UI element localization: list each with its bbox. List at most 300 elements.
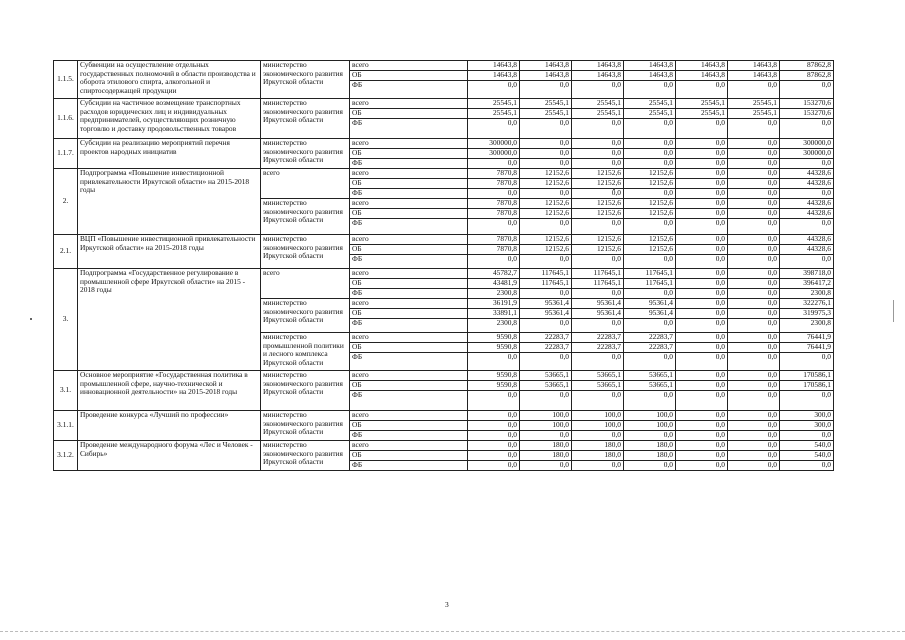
amount-cell: 36191,9	[468, 299, 520, 309]
scan-dot	[613, 188, 615, 190]
amount-cell: 396417,2	[780, 279, 834, 289]
funding-source: ОБ	[350, 279, 468, 289]
measure-name: Субсидии на реализацию мероприятий перечня проектов народных инициатив	[78, 139, 261, 169]
funding-source: ФБ	[350, 431, 468, 441]
amount-cell: 0,0	[624, 219, 676, 235]
funding-source: всего	[350, 61, 468, 71]
amount-cell: 14643,8	[728, 71, 780, 81]
amount-cell: 0,0	[520, 431, 572, 441]
amount-cell: 7870,8	[468, 235, 520, 245]
amount-cell: 0,0	[676, 255, 728, 269]
funding-source: ОБ	[350, 109, 468, 119]
amount-cell: 0,0	[676, 139, 728, 149]
amount-cell: 76441,9	[780, 343, 834, 353]
amount-cell: 0,0	[676, 219, 728, 235]
funding-source: ОБ	[350, 309, 468, 319]
amount-cell: 300000,0	[468, 149, 520, 159]
amount-cell: 0,0	[780, 81, 834, 99]
amount-cell: 9590,8	[468, 371, 520, 381]
amount-cell: 0,0	[676, 343, 728, 353]
amount-cell: 0,0	[520, 159, 572, 169]
funding-source: ФБ	[350, 353, 468, 371]
amount-cell: 0,0	[780, 431, 834, 441]
amount-cell: 22283,7	[624, 333, 676, 343]
amount-cell: 0,0	[468, 391, 520, 411]
row-index: 1.1.7.	[54, 139, 78, 169]
funding-source: ОБ	[350, 451, 468, 461]
amount-cell: 0,0	[780, 119, 834, 139]
amount-cell: 0,0	[572, 81, 624, 99]
amount-cell: 95361,4	[624, 299, 676, 309]
amount-cell: 0,0	[676, 381, 728, 391]
measure-name: ВЦП «Повышение инвестиционной привлекательности Иркутской области» на 2015-2018 годы	[78, 235, 261, 269]
amount-cell: 22283,7	[624, 343, 676, 353]
amount-cell: 0,0	[728, 179, 780, 189]
amount-cell: 12152,6	[572, 209, 624, 219]
amount-cell: 0,0	[572, 119, 624, 139]
funding-source: всего	[350, 371, 468, 381]
funding-table	[53, 60, 834, 471]
amount-cell: 2300,8	[780, 289, 834, 299]
amount-cell: 100,0	[572, 411, 624, 421]
amount-cell: 0,0	[520, 391, 572, 411]
amount-cell: 0,0	[676, 333, 728, 343]
executor: министерство экономического развития Иркутской области	[261, 411, 350, 441]
amount-cell: 0,0	[676, 209, 728, 219]
measure-name: Проведение международного форума «Лес и Человек - Сибирь»	[78, 441, 261, 471]
funding-source: ОБ	[350, 209, 468, 219]
executor: министерство экономического развития Иркутской области	[261, 441, 350, 471]
amount-cell: 25545,1	[624, 99, 676, 109]
amount-cell: 0,0	[780, 461, 834, 471]
amount-cell: 12152,6	[572, 235, 624, 245]
table-row	[54, 269, 834, 279]
amount-cell: 2300,8	[780, 319, 834, 333]
amount-cell: 100,0	[520, 411, 572, 421]
funding-source: ОБ	[350, 245, 468, 255]
amount-cell: 0,0	[572, 289, 624, 299]
amount-cell: 117645,1	[624, 269, 676, 279]
amount-cell: 14643,8	[468, 61, 520, 71]
amount-cell: 0,0	[520, 461, 572, 471]
amount-cell: 322276,1	[780, 299, 834, 309]
funding-source: всего	[350, 169, 468, 179]
amount-cell: 25545,1	[728, 99, 780, 109]
amount-cell: 117645,1	[520, 279, 572, 289]
amount-cell: 300000,0	[780, 139, 834, 149]
amount-cell: 0,0	[780, 391, 834, 411]
amount-cell: 153270,6	[780, 109, 834, 119]
measure-name: Основное мероприятие «Государственная политика в промышленной сфере, научно-технической и инновационной деятельности» на 2015-2018 годы	[78, 371, 261, 411]
amount-cell: 0,0	[728, 381, 780, 391]
amount-cell: 540,0	[780, 451, 834, 461]
amount-cell: 170586,1	[780, 371, 834, 381]
amount-cell: 0,0	[728, 441, 780, 451]
measure-name: Подпрограмма «Повышение инвестиционной привлекательности Иркутской области» на 2015-2018 годы	[78, 169, 261, 235]
amount-cell: 0,0	[728, 199, 780, 209]
amount-cell: 44328,6	[780, 179, 834, 189]
amount-cell: 0,0	[728, 371, 780, 381]
amount-cell: 0,0	[728, 219, 780, 235]
row-index: 1.1.5.	[54, 61, 78, 99]
amount-cell: 180,0	[624, 451, 676, 461]
amount-cell: 0,0	[624, 149, 676, 159]
amount-cell: 14643,8	[676, 61, 728, 71]
amount-cell: 0,0	[520, 81, 572, 99]
amount-cell: 0,0	[572, 319, 624, 333]
measure-name: Подпрограмма «Государственное регулирование в промышленной сфере Иркутской области» на 2015 - 2018 годы	[78, 269, 261, 371]
amount-cell: 0,0	[728, 189, 780, 199]
amount-cell: 0,0	[520, 119, 572, 139]
amount-cell: 0,0	[728, 81, 780, 99]
executor: министерство экономического развития Иркутской области	[261, 199, 350, 235]
amount-cell: 0,0	[468, 189, 520, 199]
amount-cell: 44328,6	[780, 245, 834, 255]
amount-cell: 25545,1	[676, 109, 728, 119]
amount-cell: 398718,0	[780, 269, 834, 279]
amount-cell: 95361,4	[624, 309, 676, 319]
amount-cell: 9590,8	[468, 381, 520, 391]
funding-source: всего	[350, 441, 468, 451]
amount-cell: 53665,1	[624, 381, 676, 391]
amount-cell: 0,0	[676, 149, 728, 159]
amount-cell: 117645,1	[572, 279, 624, 289]
amount-cell: 0,0	[676, 119, 728, 139]
amount-cell: 180,0	[572, 441, 624, 451]
row-index: 2.1.	[54, 235, 78, 269]
amount-cell: 0,0	[780, 189, 834, 199]
amount-cell: 12152,6	[520, 235, 572, 245]
amount-cell: 0,0	[572, 461, 624, 471]
amount-cell: 0,0	[676, 81, 728, 99]
amount-cell: 0,0	[728, 269, 780, 279]
amount-cell: 22283,7	[572, 343, 624, 353]
amount-cell: 0,0	[676, 319, 728, 333]
funding-source: ФБ	[350, 159, 468, 169]
amount-cell: 12152,6	[520, 245, 572, 255]
funding-source: ОБ	[350, 149, 468, 159]
amount-cell: 0,0	[572, 139, 624, 149]
amount-cell: 12152,6	[624, 209, 676, 219]
amount-cell: 0,0	[728, 319, 780, 333]
amount-cell: 95361,4	[572, 299, 624, 309]
amount-cell: 0,0	[728, 279, 780, 289]
amount-cell: 12152,6	[520, 199, 572, 209]
funding-source: ФБ	[350, 189, 468, 199]
amount-cell: 0,0	[728, 209, 780, 219]
amount-cell: 0,0	[676, 289, 728, 299]
amount-cell: 0,0	[676, 299, 728, 309]
amount-cell: 25545,1	[728, 109, 780, 119]
amount-cell: 9590,8	[468, 333, 520, 343]
table-row	[54, 61, 834, 71]
funding-source: ФБ	[350, 255, 468, 269]
funding-source: ФБ	[350, 219, 468, 235]
amount-cell: 0,0	[572, 431, 624, 441]
amount-cell: 12152,6	[572, 169, 624, 179]
amount-cell: 0,0	[676, 371, 728, 381]
amount-cell: 180,0	[520, 441, 572, 451]
amount-cell: 12152,6	[572, 199, 624, 209]
amount-cell: 0,0	[728, 411, 780, 421]
amount-cell: 0,0	[468, 119, 520, 139]
amount-cell: 0,0	[728, 159, 780, 169]
amount-cell: 14643,8	[520, 61, 572, 71]
amount-cell: 100,0	[624, 421, 676, 431]
funding-source: ОБ	[350, 179, 468, 189]
amount-cell: 300000,0	[780, 149, 834, 159]
amount-cell: 300,0	[780, 411, 834, 421]
table-row	[54, 371, 834, 381]
amount-cell: 7870,8	[468, 209, 520, 219]
funding-source: всего	[350, 333, 468, 343]
amount-cell: 25545,1	[468, 109, 520, 119]
amount-cell: 12152,6	[624, 169, 676, 179]
amount-cell: 76441,9	[780, 333, 834, 343]
funding-source: всего	[350, 299, 468, 309]
amount-cell: 0,0	[468, 159, 520, 169]
amount-cell: 7870,8	[468, 169, 520, 179]
funding-source: всего	[350, 269, 468, 279]
amount-cell: 0,0	[468, 421, 520, 431]
amount-cell: 0,0	[728, 451, 780, 461]
amount-cell: 0,0	[624, 255, 676, 269]
amount-cell: 0,0	[572, 219, 624, 235]
amount-cell: 0,0	[520, 189, 572, 199]
amount-cell: 0,0	[520, 289, 572, 299]
amount-cell: 117645,1	[572, 269, 624, 279]
amount-cell: 0,0	[624, 119, 676, 139]
amount-cell: 0,0	[676, 431, 728, 441]
row-index: 3.1.	[54, 371, 78, 411]
amount-cell: 0,0	[520, 139, 572, 149]
amount-cell: 0,0	[572, 391, 624, 411]
amount-cell: 25545,1	[520, 99, 572, 109]
amount-cell: 0,0	[468, 431, 520, 441]
amount-cell: 12152,6	[520, 179, 572, 189]
amount-cell: 0,0	[728, 235, 780, 245]
executor: всего	[261, 269, 350, 299]
amount-cell: 0,0	[676, 235, 728, 245]
scan-dot	[30, 318, 32, 320]
amount-cell: 9590,8	[468, 343, 520, 353]
table-row	[54, 411, 834, 421]
amount-cell: 14643,8	[572, 61, 624, 71]
executor: министерство промышленной политики и лесного комплекса Иркутской области	[261, 333, 350, 371]
amount-cell: 14643,8	[624, 61, 676, 71]
amount-cell: 12152,6	[624, 235, 676, 245]
amount-cell: 0,0	[780, 255, 834, 269]
amount-cell: 12152,6	[520, 169, 572, 179]
scan-bottom-line	[0, 631, 905, 633]
amount-cell: 0,0	[624, 391, 676, 411]
executor: министерство экономического развития Иркутской области	[261, 235, 350, 269]
amount-cell: 0,0	[624, 431, 676, 441]
funding-source: ОБ	[350, 381, 468, 391]
amount-cell: 0,0	[468, 255, 520, 269]
funding-source: ОБ	[350, 343, 468, 353]
amount-cell: 53665,1	[520, 371, 572, 381]
table-row	[54, 169, 834, 179]
amount-cell: 540,0	[780, 441, 834, 451]
amount-cell: 45782,7	[468, 269, 520, 279]
executor: министерство экономического развития Иркутской области	[261, 299, 350, 333]
amount-cell: 95361,4	[572, 309, 624, 319]
amount-cell: 0,0	[676, 279, 728, 289]
amount-cell: 33891,1	[468, 309, 520, 319]
amount-cell: 87862,8	[780, 61, 834, 71]
amount-cell: 100,0	[520, 421, 572, 431]
executor: министерство экономического развития Иркутской области	[261, 61, 350, 99]
amount-cell: 0,0	[728, 245, 780, 255]
amount-cell: 0,0	[676, 169, 728, 179]
amount-cell: 25545,1	[676, 99, 728, 109]
amount-cell: 0,0	[468, 81, 520, 99]
budget-table-sheet	[53, 60, 834, 471]
amount-cell: 14643,8	[676, 71, 728, 81]
amount-cell: 0,0	[728, 391, 780, 411]
table-row	[54, 235, 834, 245]
amount-cell: 12152,6	[624, 245, 676, 255]
amount-cell: 100,0	[624, 411, 676, 421]
amount-cell: 0,0	[676, 199, 728, 209]
amount-cell: 7870,8	[468, 245, 520, 255]
amount-cell: 44328,6	[780, 209, 834, 219]
amount-cell: 0,0	[676, 461, 728, 471]
amount-cell: 22283,7	[520, 343, 572, 353]
amount-cell: 25545,1	[520, 109, 572, 119]
amount-cell: 0,0	[728, 119, 780, 139]
amount-cell: 14643,8	[572, 71, 624, 81]
amount-cell: 0,0	[676, 159, 728, 169]
amount-cell: 14643,8	[520, 71, 572, 81]
measure-name: Субсидии на частичное возмещение транспортных расходов юридических лиц и индивидуальных предпринимателей, осуществляющих розничную торговлю и доставку продовольственных товаров	[78, 99, 261, 139]
amount-cell: 0,0	[728, 333, 780, 343]
amount-cell: 12152,6	[572, 245, 624, 255]
page-number: 3	[445, 600, 449, 609]
amount-cell: 14643,8	[624, 71, 676, 81]
amount-cell: 180,0	[520, 451, 572, 461]
amount-cell: 12152,6	[624, 179, 676, 189]
amount-cell: 0,0	[728, 299, 780, 309]
amount-cell: 0,0	[624, 353, 676, 371]
amount-cell: 0,0	[728, 353, 780, 371]
amount-cell: 0,0	[468, 219, 520, 235]
row-index: 1.1.6.	[54, 99, 78, 139]
amount-cell: 0,0	[728, 431, 780, 441]
funding-source: ФБ	[350, 391, 468, 411]
amount-cell: 153270,6	[780, 99, 834, 109]
amount-cell: 117645,1	[520, 269, 572, 279]
amount-cell: 0,0	[780, 353, 834, 371]
amount-cell: 43481,9	[468, 279, 520, 289]
amount-cell: 44328,6	[780, 169, 834, 179]
amount-cell: 0,0	[468, 353, 520, 371]
amount-cell: 180,0	[624, 441, 676, 451]
row-index: 3.1.1.	[54, 411, 78, 441]
amount-cell: 0,0	[728, 309, 780, 319]
amount-cell: 0,0	[572, 159, 624, 169]
amount-cell: 44328,6	[780, 235, 834, 245]
funding-source: всего	[350, 199, 468, 209]
amount-cell: 0,0	[728, 421, 780, 431]
funding-source: ФБ	[350, 119, 468, 139]
amount-cell: 0,0	[624, 139, 676, 149]
amount-cell: 0,0	[728, 461, 780, 471]
amount-cell: 14643,8	[728, 61, 780, 71]
amount-cell: 44328,6	[780, 199, 834, 209]
executor: всего	[261, 169, 350, 199]
amount-cell: 0,0	[624, 189, 676, 199]
amount-cell: 95361,4	[520, 299, 572, 309]
amount-cell: 117645,1	[624, 279, 676, 289]
funding-source: всего	[350, 99, 468, 109]
amount-cell: 0,0	[676, 353, 728, 371]
amount-cell: 0,0	[676, 309, 728, 319]
table-row	[54, 99, 834, 109]
table-body	[54, 61, 834, 471]
amount-cell: 0,0	[468, 451, 520, 461]
amount-cell: 0,0	[728, 289, 780, 299]
amount-cell: 95361,4	[520, 309, 572, 319]
amount-cell: 53665,1	[520, 381, 572, 391]
amount-cell: 0,0	[728, 149, 780, 159]
amount-cell: 7870,8	[468, 179, 520, 189]
amount-cell: 300000,0	[468, 139, 520, 149]
amount-cell: 0,0	[572, 255, 624, 269]
amount-cell: 25545,1	[572, 109, 624, 119]
amount-cell: 0,0	[676, 179, 728, 189]
funding-source: ОБ	[350, 71, 468, 81]
row-index: 2.	[54, 169, 78, 235]
amount-cell: 0,0	[676, 245, 728, 255]
amount-cell: 0,0	[520, 149, 572, 159]
amount-cell: 0,0	[572, 149, 624, 159]
amount-cell: 0,0	[728, 343, 780, 353]
amount-cell: 0,0	[728, 169, 780, 179]
amount-cell: 22283,7	[520, 333, 572, 343]
funding-source: ФБ	[350, 461, 468, 471]
amount-cell: 22283,7	[572, 333, 624, 343]
amount-cell: 0,0	[520, 319, 572, 333]
amount-cell: 0,0	[676, 411, 728, 421]
amount-cell: 7870,8	[468, 199, 520, 209]
funding-source: всего	[350, 411, 468, 421]
amount-cell: 0,0	[676, 269, 728, 279]
amount-cell: 0,0	[572, 353, 624, 371]
amount-cell: 14643,8	[468, 71, 520, 81]
amount-cell: 25545,1	[624, 109, 676, 119]
amount-cell: 0,0	[780, 219, 834, 235]
row-index: 3.1.2.	[54, 441, 78, 471]
amount-cell: 87862,8	[780, 71, 834, 81]
amount-cell: 12152,6	[572, 179, 624, 189]
row-index: 3.	[54, 269, 78, 371]
amount-cell: 0,0	[468, 461, 520, 471]
scan-edge-mark	[893, 300, 894, 322]
amount-cell: 0,0	[728, 255, 780, 269]
amount-cell: 0,0	[676, 189, 728, 199]
funding-source: ОБ	[350, 421, 468, 431]
amount-cell: 0,0	[728, 139, 780, 149]
amount-cell: 53665,1	[624, 371, 676, 381]
amount-cell: 53665,1	[572, 371, 624, 381]
amount-cell: 25545,1	[572, 99, 624, 109]
table-row	[54, 139, 834, 149]
measure-name: Субвенции на осуществление отдельных государственных полномочий в области производства и оборота этилового спирта, алкогольной и спиртосодержащей продукции	[78, 61, 261, 99]
funding-source: ФБ	[350, 81, 468, 99]
executor: министерство экономического развития Иркутской области	[261, 99, 350, 139]
